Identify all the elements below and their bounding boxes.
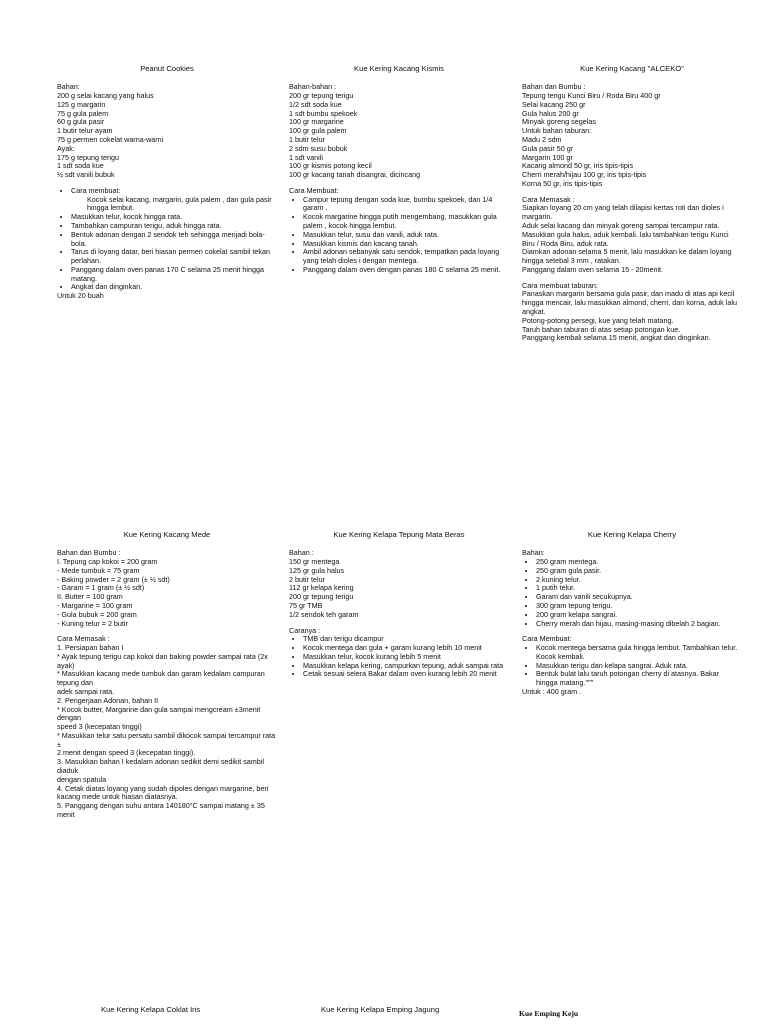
recipe-kacang-kismis bbox=[289, 64, 509, 275]
ingredient: • 1 putih telur. bbox=[536, 584, 742, 593]
ingredient: 1 sdt bumbu spekoek bbox=[289, 108, 358, 118]
step: • Masukkan kelapa kering, campurkan tepung, aduk sampai rata bbox=[303, 662, 509, 671]
step: kacang mede untuk hiasan diatasnya. bbox=[57, 792, 178, 802]
ingredient: 100 gr kacang tanah disangrai, dicincang bbox=[289, 170, 421, 180]
topping-step: Potong-potong persegi, kue yang telah matang. bbox=[522, 315, 674, 325]
step: Aduk selai kacang dan minyak goreng sampai tercampur rata. bbox=[522, 220, 720, 230]
step: 2. Pengerjaan Adonan, bahan II bbox=[57, 695, 159, 705]
steps-heading: Cara Memasak : bbox=[57, 634, 110, 644]
recipe-title-emping-jagung: Kue Kering Kelapa Emping Jagung bbox=[321, 1005, 440, 1014]
recipe-title: Kue Kering Kelapa Tepung Mata Beras bbox=[333, 530, 465, 539]
step: • Panggang dalam oven dengan panas 180 C selama 25 menit. bbox=[303, 266, 509, 275]
recipe-alceko bbox=[522, 64, 742, 343]
step: • Cetak sesuai selera Bakar dalam oven kurang lebih 20 menit bbox=[303, 670, 509, 679]
ingredient: • 2 kuning telur. bbox=[536, 576, 742, 585]
ingredient: 1 sdt vanili bbox=[289, 152, 323, 162]
step: 4. Cetak diatas loyang yang sudah dipoles dengan margarine, beri bbox=[57, 783, 269, 793]
steps-list bbox=[522, 644, 742, 688]
steps-heading: Caranya : bbox=[289, 625, 321, 635]
steps-list bbox=[57, 187, 277, 292]
yield-note: Untuk 20 buah bbox=[57, 291, 104, 301]
step: 5. Panggang dengan suhu antara 140180°C sampai matang ± 35 menit bbox=[57, 801, 265, 819]
recipe-kelapa-tepung-mata-beras bbox=[289, 530, 509, 679]
steps-list bbox=[289, 196, 509, 275]
step: * Masukkan kacang mede tumbuk dan garam kedalam campuran tepung dan bbox=[57, 669, 265, 688]
ingredient: - Kuning telur = 2 butir bbox=[57, 618, 128, 628]
ingredients bbox=[522, 83, 742, 188]
step: * Masukkan telur satu persatu sambil dikocok sampai tercampur rata ± bbox=[57, 730, 276, 749]
step: 1. Persiapan bahan I bbox=[57, 643, 124, 653]
ingredient: Untuk bahan taburan: bbox=[522, 126, 592, 136]
ingredient: Ayak: bbox=[57, 143, 75, 153]
topping-step: Taruh bahan taburan di atas setiap potongan kue. bbox=[522, 324, 681, 334]
ingredients-heading: Bahan-bahan : bbox=[289, 82, 337, 92]
ingredient: 75 g permen cokelat warna-warni bbox=[57, 134, 164, 144]
step: Diamkan adonan selama 5 menit, lalu masukkan ke dalam loyang hingga setebal 3 mm , ratakan. bbox=[522, 247, 732, 266]
ingredient: Kacang almond 50 gr, iris tipis-tipis bbox=[522, 161, 634, 171]
ingredients bbox=[289, 549, 509, 619]
ingredient: II. Butter = 100 gram bbox=[57, 592, 123, 602]
ingredient: • 250 gram gula pasir. bbox=[536, 567, 742, 576]
step: 2 menit dengan speed 3 (kecepatan tinggi). bbox=[57, 748, 196, 758]
ingredient: 125 gr gula halus bbox=[289, 565, 345, 575]
ingredient: - Baking powder = 2 gram (± ½ sdt) bbox=[57, 574, 170, 584]
step: • Kocok mentega bersama gula hingga lembut. Tambahkan telur. Kocok kembali. bbox=[536, 644, 742, 662]
ingredients-heading: Bahan dan Bumbu : bbox=[522, 82, 586, 92]
step: • Masukkan telur, kocok hingga rata. bbox=[71, 213, 277, 222]
ingredient: 1/2 sdt soda kue bbox=[289, 99, 342, 109]
step: • Bentuk adonan dengan 2 sendok teh sehingga menjadi bola-bola. bbox=[71, 231, 277, 249]
ingredient: - Garam = 1 gram (± ½ sdt) bbox=[57, 583, 145, 593]
ingredient: 200 gr tepung terigu bbox=[289, 91, 354, 101]
step: Panggang dalam oven selama 15 - 20menit. bbox=[522, 264, 664, 274]
ingredient: 2 butir telur bbox=[289, 574, 325, 584]
step: • Masukkan terigu dan kelapa sangrai. Aduk rata. bbox=[536, 662, 742, 671]
step: • Kocok mentega dan gula + garam kurang lebih 10 menit bbox=[303, 644, 509, 653]
ingredient: Madu 2 sdm bbox=[522, 134, 562, 144]
recipe-kacang-mede bbox=[57, 530, 277, 820]
step: dengan spatula bbox=[57, 774, 107, 784]
ingredient: Cherri merah/hijau 100 gr, iris tipis-tipis bbox=[522, 170, 647, 180]
ingredient: 175 g tepung terigu bbox=[57, 152, 119, 162]
step-detail: Kocok selai kacang, margarin, gula palem , dan gula pasir hingga lembut. bbox=[87, 194, 272, 213]
steps-heading: Cara Memasak : bbox=[522, 194, 575, 204]
recipe-title-coklat-iris: Kue Kering Kelapa Coklat Iris bbox=[101, 1005, 201, 1014]
yield-note: Untuk : 400 gram . bbox=[522, 686, 582, 696]
ingredient: Korna 50 gr, iris tipis-tipis bbox=[522, 178, 603, 188]
ingredients-heading: Bahan: bbox=[522, 548, 545, 558]
ingredient: Minyak goreng segelas bbox=[522, 117, 596, 127]
ingredients-list bbox=[522, 558, 742, 628]
ingredient: ½ sdt vanili bubuk bbox=[57, 170, 115, 180]
step: • TMB dan terigu dicampur bbox=[303, 635, 509, 644]
ingredient: 100 gr kismis potong kecil bbox=[289, 161, 372, 171]
ingredient: 75 gr TMB bbox=[289, 600, 323, 610]
steps-list bbox=[289, 635, 509, 679]
topping-heading: Cara membuat taburan: bbox=[522, 280, 598, 290]
ingredient: • 200 gram kelapa sangrai. bbox=[536, 611, 742, 620]
step: • Ambil adonan sebanyak satu sendok, tempatkan pada loyang yang telah dioles i dengan mentega. bbox=[303, 248, 509, 266]
ingredient: 1 sdt soda kue bbox=[57, 161, 104, 171]
topping-step: Panggang kembali selama 15 menit, angkat dan dinginkan. bbox=[522, 333, 711, 343]
recipe-title: Kue Kering Kacang Mede bbox=[123, 530, 211, 539]
step: • Angkat dan dinginkan. bbox=[71, 283, 277, 292]
step: • Campur tepung dengan soda kue, bumbu spekoek, dan 1/4 garam . bbox=[303, 196, 509, 214]
recipe-title: Kue Kering Kacang Kismis bbox=[354, 64, 444, 73]
recipe-kelapa-cherry bbox=[522, 530, 742, 697]
ingredient: 1 butir telur ayam bbox=[57, 126, 113, 136]
ingredients bbox=[57, 549, 277, 628]
step: • Tarus di loyang datar, beri hiasan permen cokelat sambil tekan perlahan. bbox=[71, 248, 277, 266]
step: adek sampai rata. bbox=[57, 686, 115, 696]
topping-step: Panaskan margarin bersama gula pasir, dan madu di atas api kecil hingga mencair, lalu masukkan almond, cherri, dan korna, aduk lalu angkat. bbox=[522, 289, 737, 316]
ingredient: 125 g margarin bbox=[57, 99, 106, 109]
ingredients bbox=[289, 83, 509, 180]
ingredient: 100 gr gula palem bbox=[289, 126, 347, 136]
ingredient: Selai kacang 250 gr bbox=[522, 99, 586, 109]
step: Masukkan gula halus, aduk kembali. lalu tambahkan terigu Kunci Biru / Roda Biru, aduk rata. bbox=[522, 229, 729, 248]
ingredient: 1 butir telur bbox=[289, 134, 325, 144]
ingredient: 150 gr mentega bbox=[289, 557, 340, 567]
ingredient: 75 g gula palem bbox=[57, 108, 109, 118]
ingredient: - Mede tumbuk = 75 gram bbox=[57, 565, 140, 575]
recipe-title: Kue Kering Kacang "ALCEKO" bbox=[580, 64, 684, 73]
step: • Panggang dalam oven panas 170 C selama 25 menit hingga matang. bbox=[71, 266, 277, 284]
ingredient: - Gula bubuk = 200 gram bbox=[57, 609, 137, 619]
ingredient: Gula pasir 50 gr bbox=[522, 143, 574, 153]
ingredients-heading: Bahan dan Bumbu : bbox=[57, 548, 121, 558]
ingredient: Margarin 100 gr bbox=[522, 152, 573, 162]
step: speed 3 (kecepatan tinggi) bbox=[57, 722, 142, 732]
ingredients bbox=[57, 83, 277, 180]
ingredients-heading: Bahan: bbox=[57, 82, 80, 92]
step: * Kocok butter, Margarine dan gula sampai mengcream ±3menit dengan bbox=[57, 704, 261, 723]
step: • Tambahkan campuran terigu, aduk hingga rata. bbox=[71, 222, 277, 231]
ingredients-heading: Bahan : bbox=[289, 548, 314, 558]
ingredient: 200 g selai kacang yang halus bbox=[57, 91, 154, 101]
step: Siapkan loyang 20 cm yang telah dilapisi kertas roti dan dioles i margarin. bbox=[522, 203, 724, 222]
steps-heading: Cara Membuat: bbox=[522, 634, 572, 644]
step: 3. Masukkan bahan I kedalam adonan sedikit demi sedikit sambil diaduk bbox=[57, 757, 264, 775]
step: • Kocok margarine hingga putih mengembang, masukkan gula palem , kocok hingga lembut. bbox=[303, 213, 509, 231]
ingredient: 112 gr kelapa kering bbox=[289, 583, 354, 593]
step: * Ayak tepung terigu cap kokoi dan baking powder sampai rata (2x ayak) bbox=[57, 651, 268, 670]
ingredient: Tepung terigu Kunci Biru / Roda Biru 400 gr bbox=[522, 91, 661, 101]
recipe-title: Peanut Cookies bbox=[140, 64, 194, 73]
recipe-title: Kue Kering Kelapa Cherry bbox=[587, 530, 677, 539]
ingredient: 200 gr tepung terigu bbox=[289, 592, 354, 602]
steps-heading: Cara Membuat: bbox=[289, 185, 339, 195]
ingredient: 100 gr margarine bbox=[289, 117, 344, 127]
ingredient: • 250 gram mentega. bbox=[536, 558, 742, 567]
recipe-peanut-cookies bbox=[57, 64, 277, 301]
ingredient: I. Tepung cap kokoi = 200 gram bbox=[57, 557, 158, 567]
step: • Masukkan telur, susu dan vanili, aduk rata. bbox=[303, 231, 509, 240]
step: • Cara membuat: Kocok selai kacang, margarin, gula palem , dan gula pasir hingga lembut. bbox=[71, 187, 277, 213]
step: • Masukkan kismis dan kacang tanah. bbox=[303, 240, 509, 249]
ingredient: Gula halus 200 gr bbox=[522, 108, 579, 118]
ingredient: 1/2 sendok teh garam bbox=[289, 609, 359, 619]
ingredient: • Garam dan vanili secukupnya. bbox=[536, 593, 742, 602]
ingredient: • Cherry merah dan hijau, masing-masing dibelah 2 bagian. bbox=[536, 620, 742, 629]
ingredient: 2 sdm susu bubuk bbox=[289, 143, 348, 153]
ingredient: • 300 gram tepung terigu. bbox=[536, 602, 742, 611]
recipe-title-emping-keju: Kue Emping Keju bbox=[519, 1009, 579, 1018]
step: • Masukkan telur, kocok kurang lebih 5 menit bbox=[303, 653, 509, 662]
ingredient: - Margarine = 100 gram bbox=[57, 600, 133, 610]
ingredient: 60 g gula pasir bbox=[57, 117, 105, 127]
step: • Bentuk bulat lalu taruh potongan cherry di atasnya. Bakar hingga matang.""" bbox=[536, 670, 742, 688]
